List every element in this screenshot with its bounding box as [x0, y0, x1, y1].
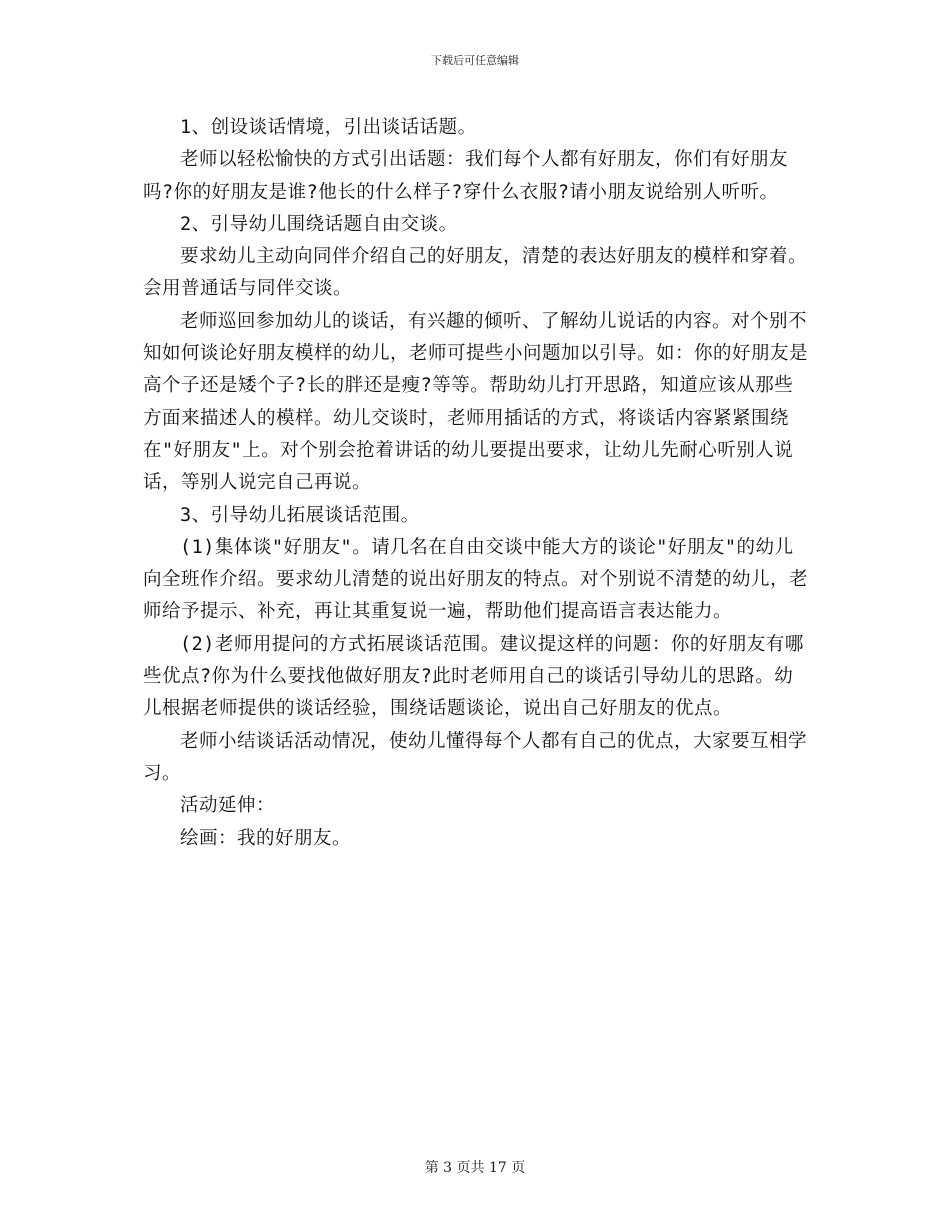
paragraph: 绘画：我的好朋友。: [180, 827, 352, 849]
paragraph: 要求幼儿主动向同伴介绍自己的好朋友，清楚的表达好朋友的模样和穿着。会用普通话与同伴交谈。: [143, 246, 808, 300]
paragraph: 老师以轻松愉快的方式引出话题：我们每个人都有好朋友，你们有好朋友吗?你的好朋友是谁?他长的什么样子?穿什么衣服?请小朋友说给别人听听。: [143, 149, 789, 203]
paragraph: 老师巡回参加幼儿的谈话，有兴趣的倾听、了解幼儿说话的内容。对个别不知如何谈论好朋友模样的幼儿，老师可提些小问题加以引导。如：你的好朋友是高个子还是矮个子?长的胖还是瘦?等等。帮助幼儿打开思路，知道应该从那些方面来描述人的模样。幼儿交谈时，老师用插话的方式，将谈话内容紧紧围绕在"好朋友"上。对个别会抢着讲话的幼儿要提出要求，让幼儿先耐心听别人说话，等别人说完自己再说。: [143, 310, 809, 494]
paragraph: 老师小结谈话活动情况，使幼儿懂得每个人都有自己的优点，大家要互相学习。: [143, 730, 808, 784]
section-heading-3: 3、引导幼儿拓展谈话范围。: [180, 504, 420, 526]
page-header: 下载后可任意编辑: [431, 54, 519, 67]
page-number: 第 3 页共 17 页: [424, 1160, 526, 1176]
paragraph: 活动延伸：: [180, 795, 276, 817]
document-body: [143, 112, 808, 855]
paragraph: (2)老师用提问的方式拓展谈话范围。建议提这样的问题：你的好朋友有哪些优点?你为什么要找他做好朋友?此时老师用自己的谈话引导幼儿的思路。幼儿根据老师提供的谈话经验，围绕话题谈论，说出自己好朋友的优点。: [143, 633, 804, 720]
paragraph: (1)集体谈"好朋友"。请几名在自由交谈中能大方的谈论"好朋友"的幼儿向全班作介绍。要求幼儿清楚的说出好朋友的特点。对个别说不清楚的幼儿，老师给予提示、补充，再让其重复说一遍，帮助他们提高语言表达能力。: [143, 536, 809, 623]
section-heading-1: 1、创设谈话情境，引出谈话话题。: [180, 117, 477, 138]
section-heading-2: 2、引导幼儿围绕话题自由交谈。: [180, 213, 458, 235]
